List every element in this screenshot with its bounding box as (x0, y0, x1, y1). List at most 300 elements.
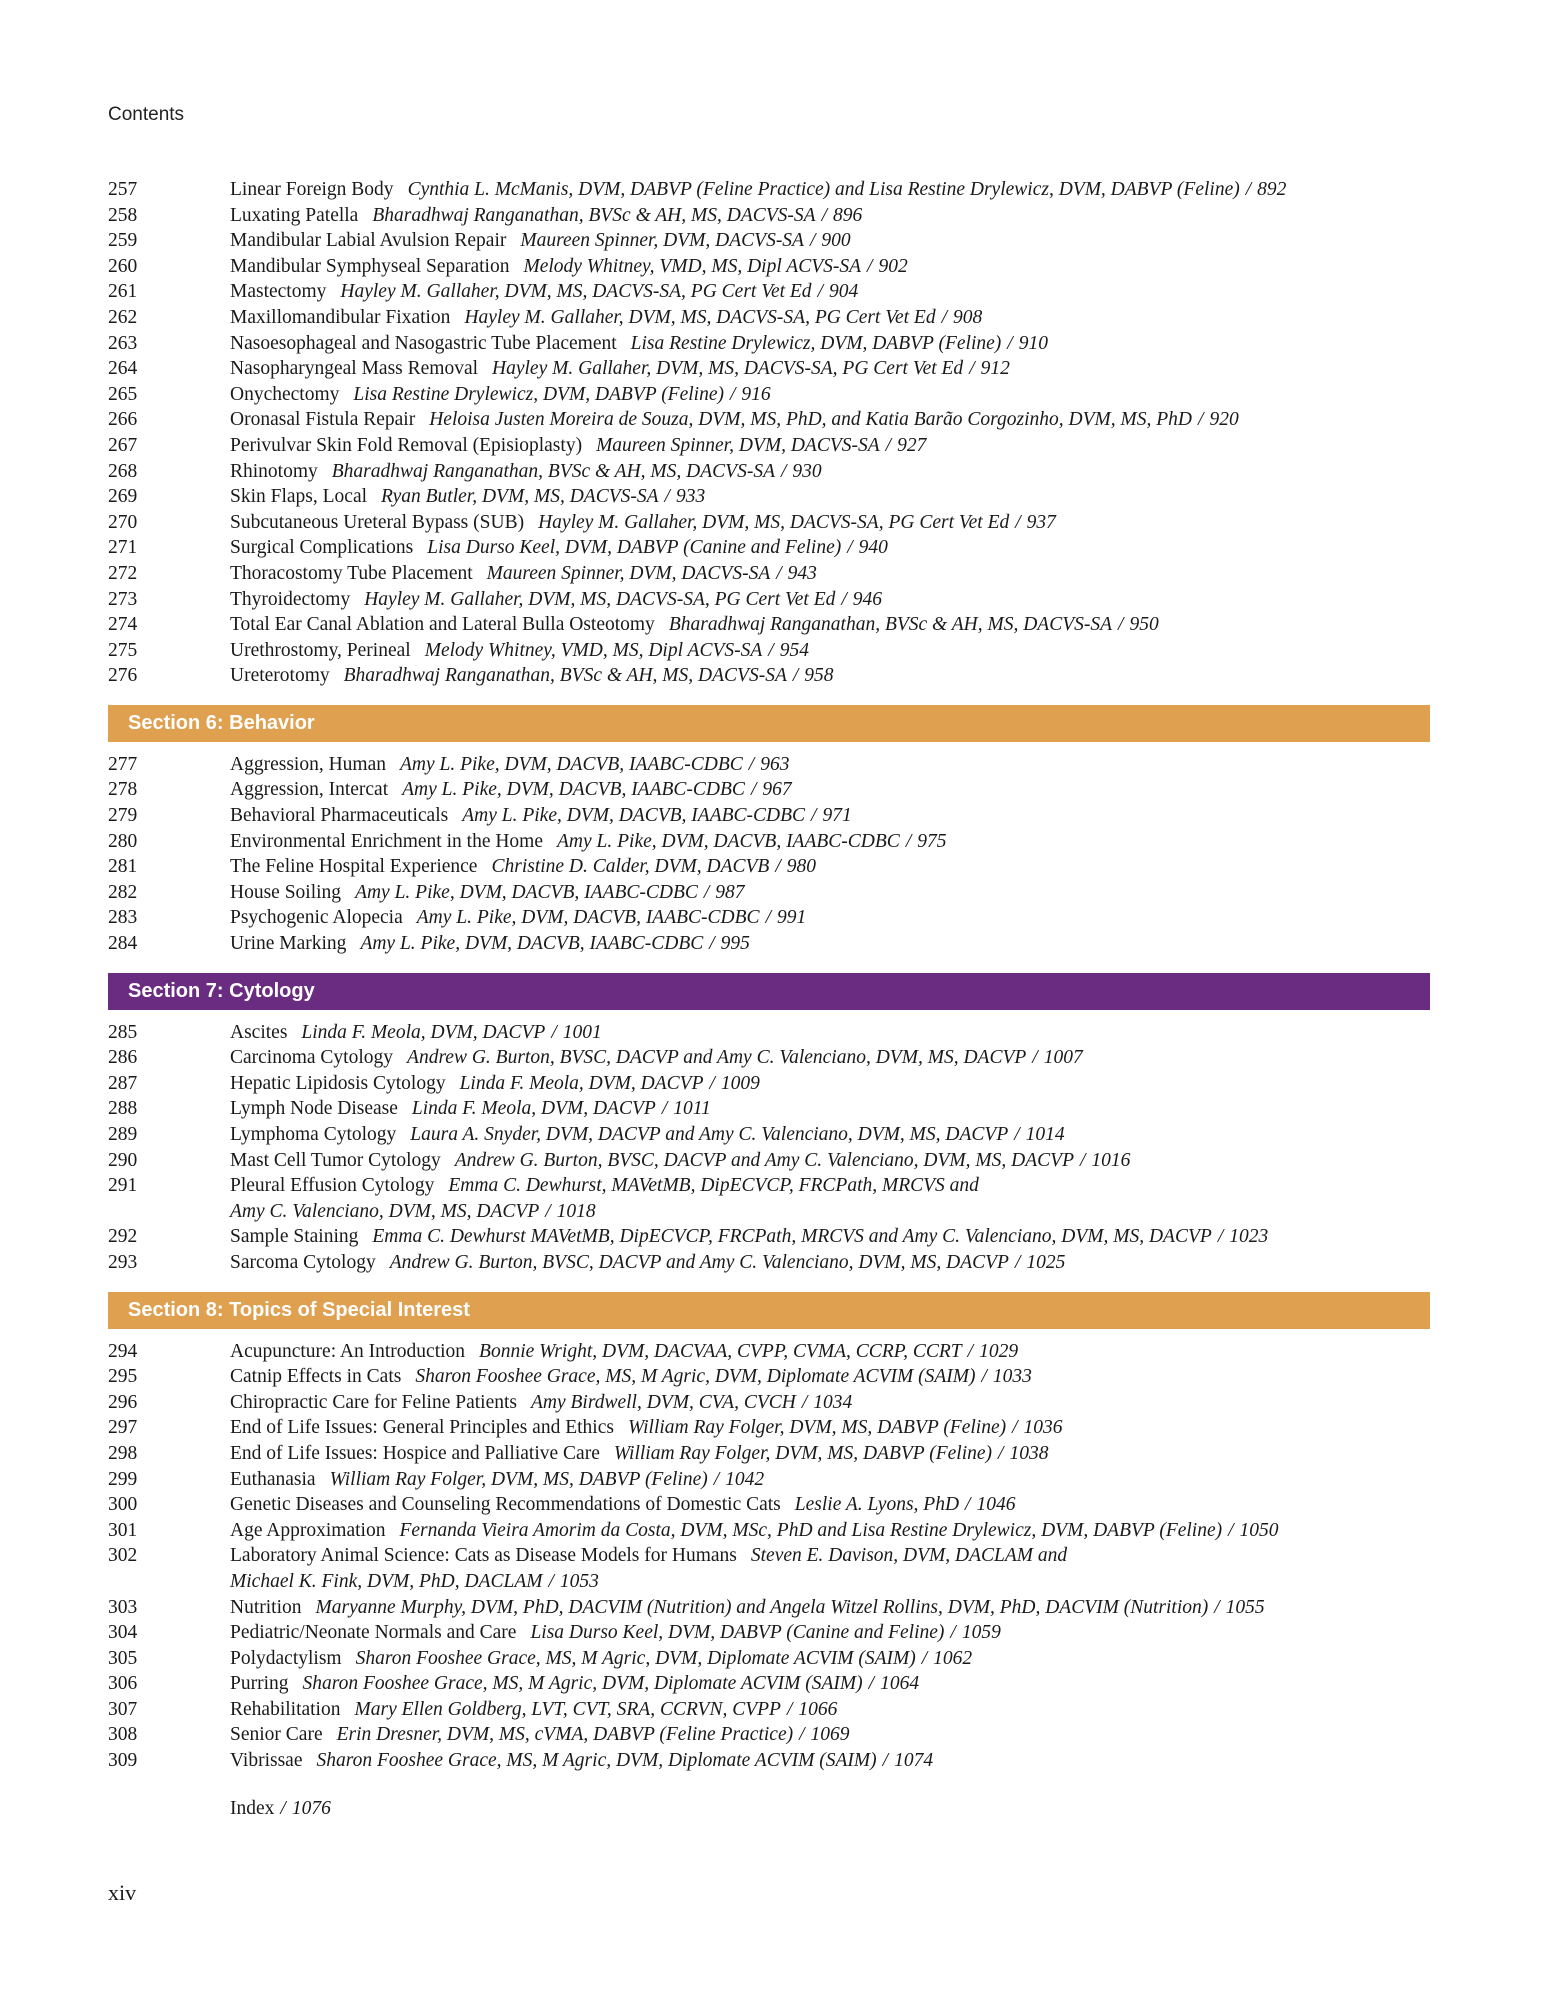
entry-body (230, 1415, 1430, 1441)
toc-entry[interactable] (108, 1045, 1430, 1071)
entry-body (230, 1441, 1430, 1467)
chapter-author: Steven E. Davison, DVM, DACLAM and (750, 1545, 1068, 1567)
entry-body (230, 1364, 1430, 1390)
chapter-author: Erin Dresner, DVM, MS, cVMA, DABVP (Feline Practice) (336, 1724, 794, 1746)
page-number: 1055 (1225, 1596, 1265, 1618)
page-number: 991 (776, 907, 807, 929)
chapter-number: 295 (108, 1366, 138, 1388)
chapter-title: Pediatric/Neonate Normals and Care (230, 1622, 517, 1644)
toc-entry[interactable] (108, 279, 1430, 305)
index-body (230, 1796, 1430, 1822)
chapter-number: 261 (108, 281, 138, 303)
chapter-author: Linda F. Meola, DVM, DACVP (301, 1021, 546, 1043)
chapter-number: 286 (108, 1047, 138, 1069)
page-separator: / (969, 358, 975, 380)
entry-body (230, 331, 1430, 357)
entry-body (230, 279, 1430, 305)
toc-entry[interactable] (108, 1250, 1430, 1276)
toc-entry[interactable] (108, 803, 1430, 829)
chapter-number: 271 (108, 537, 138, 559)
chapter-number: 258 (108, 204, 138, 226)
entry-body (230, 587, 1430, 613)
toc-entry[interactable] (108, 1671, 1430, 1697)
chapter-title: Behavioral Pharmaceuticals (230, 805, 449, 827)
entry-body (230, 561, 1430, 587)
chapter-title: Vibrissae (230, 1750, 303, 1772)
chapter-number: 260 (108, 255, 138, 277)
chapter-author: Andrew G. Burton, BVSC, DACVP and Amy C. Valenciano, DVM, MS, DACVP (454, 1149, 1074, 1171)
entry-body (230, 459, 1430, 485)
section-heading: Section 8: Topics of Special Interest (108, 1292, 1430, 1329)
chapter-title: Chiropractic Care for Feline Patients (230, 1391, 517, 1413)
toc-entry[interactable] (108, 1595, 1430, 1621)
page-folio: xiv (108, 1880, 137, 1905)
chapter-author: Bharadhwaj Ranganathan, BVSc & AH, MS, DACVS-SA (343, 665, 787, 687)
chapter-author: Hayley M. Gallaher, DVM, MS, DACVS-SA, PG Cert Vet Ed (340, 281, 812, 303)
chapter-author: Hayley M. Gallaher, DVM, MS, DACVS-SA, PG Cert Vet Ed (492, 358, 964, 380)
page-separator: / (867, 255, 873, 277)
toc-entry[interactable] (108, 1543, 1430, 1594)
toc-entry[interactable] (108, 1518, 1430, 1544)
entry-body (230, 752, 1430, 778)
page-number: 1059 (961, 1622, 1001, 1644)
page-number: 967 (762, 779, 792, 801)
page-separator: / (868, 1673, 875, 1695)
entry-body (230, 305, 1430, 331)
chapter-title: Nasoesophageal and Nasogastric Tube Placement (230, 332, 617, 354)
page-separator: / (981, 1366, 987, 1388)
page-number: 930 (792, 460, 822, 482)
toc-entry[interactable] (108, 931, 1430, 957)
toc-entry[interactable] (108, 854, 1430, 880)
chapter-number: 283 (108, 907, 138, 929)
toc-entry[interactable] (108, 1071, 1430, 1097)
chapter-author: Amy L. Pike, DVM, DACVB, IAABC-CDBC (416, 907, 760, 929)
entry-body (230, 1492, 1430, 1518)
entry-body (230, 1722, 1430, 1748)
page-number: 916 (741, 383, 771, 405)
chapter-number: 276 (108, 665, 138, 687)
page-number: 912 (980, 358, 1010, 380)
chapter-number: 307 (108, 1698, 138, 1720)
page-number: 892 (1257, 179, 1287, 200)
chapter-title: Rhinotomy (230, 460, 318, 482)
page-number: 1009 (720, 1072, 760, 1094)
chapter-title: Pleural Effusion Cytology (230, 1175, 435, 1197)
page-number: 954 (779, 639, 809, 661)
page-number: 927 (897, 434, 927, 456)
chapter-author: Amy L. Pike, DVM, DACVB, IAABC-CDBC (462, 805, 806, 827)
page-separator: / (551, 1021, 557, 1043)
chapter-author: Linda F. Meola, DVM, DACVP (459, 1072, 704, 1094)
chapter-author: William Ray Folger, DVM, MS, DABVP (Feline) (627, 1417, 1007, 1439)
toc-entry[interactable] (108, 1020, 1430, 1046)
toc-entry[interactable] (108, 1415, 1430, 1441)
chapter-number: 272 (108, 562, 138, 584)
toc-entry[interactable] (108, 1224, 1430, 1250)
page-number: 946 (852, 588, 883, 610)
toc-entry[interactable] (108, 407, 1430, 433)
page-number: 1064 (880, 1673, 920, 1695)
page-number: 908 (953, 306, 983, 328)
entry-body (230, 880, 1430, 906)
entry-body (230, 1224, 1430, 1250)
chapter-number: 281 (108, 856, 138, 878)
chapter-number: 294 (108, 1340, 138, 1362)
page-number: 902 (878, 255, 908, 277)
entry-body (230, 1467, 1430, 1493)
chapter-title: Mast Cell Tumor Cytology (230, 1149, 441, 1171)
toc-entry[interactable] (108, 510, 1430, 536)
chapter-number: 282 (108, 881, 138, 903)
page-separator: / (1118, 614, 1124, 636)
page-separator: / (781, 460, 787, 482)
chapter-author: Sharon Fooshee Grace, MS, M Agric, DVM, Diplomate ACVIM (SAIM) (355, 1647, 916, 1669)
toc-entry[interactable] (108, 1122, 1430, 1148)
toc-entry[interactable] (108, 1390, 1430, 1416)
toc-entry[interactable] (108, 829, 1430, 855)
page-number: 1025 (1026, 1251, 1066, 1273)
page-separator: / (809, 230, 816, 252)
page-number: 933 (675, 486, 706, 508)
page-separator: / (768, 639, 774, 661)
entry-body (230, 1595, 1430, 1621)
page-number: 940 (858, 537, 888, 559)
chapter-author: Christine D. Calder, DVM, DACVB (491, 856, 770, 878)
toc-entry[interactable] (108, 1173, 1430, 1224)
chapter-title: Mandibular Labial Avulsion Repair (230, 230, 507, 252)
entry-body (230, 829, 1430, 855)
chapter-number: 293 (108, 1251, 138, 1273)
chapter-number: 302 (108, 1545, 138, 1567)
chapter-number: 309 (108, 1750, 138, 1772)
page-separator: / (1228, 1519, 1234, 1541)
page-number: 995 (720, 933, 750, 955)
page-separator: / (885, 434, 892, 456)
toc-entry[interactable] (108, 1722, 1430, 1748)
page-separator: / (664, 486, 670, 508)
chapter-number: 288 (108, 1098, 138, 1120)
page-separator: / (730, 383, 736, 405)
chapter-title: Aggression, Intercat (230, 779, 389, 801)
chapter-number: 304 (108, 1622, 138, 1644)
author-continuation (230, 1569, 1430, 1595)
chapter-title: Euthanasia (230, 1468, 316, 1490)
toc-entry[interactable] (108, 777, 1430, 803)
chapter-author: Amy L. Pike, DVM, DACVB, IAABC-CDBC (399, 753, 743, 775)
chapter-number: 296 (108, 1391, 138, 1413)
page-separator: / (750, 779, 757, 801)
chapter-author: Sharon Fooshee Grace, MS, M Agric, DVM, Diplomate ACVIM (SAIM) (415, 1366, 976, 1388)
page-number: 904 (828, 281, 859, 303)
chapter-author: Amy Birdwell, DVM, CVA, CVCH (531, 1391, 796, 1413)
chapter-title: The Feline Hospital Experience (230, 856, 478, 878)
page-separator: / (1014, 1124, 1020, 1145)
chapter-title: Mastectomy (230, 281, 327, 303)
chapter-number: 308 (108, 1724, 138, 1746)
entry-body (230, 1390, 1430, 1416)
chapter-title: Nasopharyngeal Mass Removal (230, 358, 479, 380)
chapter-number: 259 (108, 230, 138, 252)
page-number: 1001 (562, 1021, 602, 1043)
chapter-title: Oronasal Fistula Repair (230, 409, 416, 431)
chapter-title: Rehabilitation (230, 1698, 341, 1720)
chapter-title: Acupuncture: An Introduction (230, 1340, 466, 1362)
page-separator: / (1015, 511, 1021, 533)
page-number: 1053 (559, 1570, 599, 1592)
chapter-title: Onychectomy (230, 383, 340, 405)
chapter-author: Emma C. Dewhurst MAVetMB, DipECVCP, FRCPath, MRCVS and Amy C. Valenciano, DVM, MS, DACVP (372, 1226, 1212, 1248)
toc-entry[interactable] (108, 484, 1430, 510)
index-entry[interactable] (108, 1796, 1430, 1822)
chapter-title: Environmental Enrichment in the Home (230, 830, 543, 852)
page-separator: / (713, 1468, 720, 1490)
chapter-title: Aggression, Human (230, 753, 386, 775)
chapter-author: Hayley M. Gallaher, DVM, MS, DACVS-SA, PG Cert Vet Ed (464, 306, 936, 328)
chapter-number: 299 (108, 1468, 138, 1490)
chapter-number: 279 (108, 805, 138, 827)
page-number: 1033 (992, 1366, 1032, 1388)
chapter-title: Total Ear Canal Ablation and Lateral Bulla Osteotomy (230, 614, 655, 636)
toc-entry[interactable] (108, 587, 1430, 613)
entry-body (230, 484, 1430, 510)
chapter-number: 305 (108, 1647, 138, 1669)
chapter-number: 306 (108, 1673, 138, 1695)
page-number: 1036 (1023, 1417, 1063, 1439)
page-number: 963 (760, 753, 790, 775)
index-spacer (108, 1796, 230, 1822)
page-number: 1038 (1009, 1442, 1049, 1464)
chapter-title: Thoracostomy Tube Placement (230, 562, 473, 584)
toc-entry[interactable] (108, 382, 1430, 408)
chapter-author: Melody Whitney, VMD, MS, Dipl ACVS-SA (424, 639, 763, 661)
toc-entry[interactable] (108, 905, 1430, 931)
toc-entry[interactable] (108, 1096, 1430, 1122)
chapter-number: 262 (108, 306, 138, 328)
page-separator: / (748, 753, 755, 775)
chapter-number: 284 (108, 933, 138, 955)
entry-body (230, 1122, 1430, 1148)
entry-body (230, 1543, 1430, 1594)
toc-entry[interactable] (108, 1339, 1430, 1365)
chapter-title: Subcutaneous Ureteral Bypass (SUB) (230, 511, 525, 533)
chapter-title: Age Approximation (230, 1519, 386, 1541)
chapter-title: Hepatic Lipidosis Cytology (230, 1072, 446, 1094)
entry-body (230, 1020, 1430, 1046)
toc-entry[interactable] (108, 1748, 1430, 1774)
chapter-author: Sharon Fooshee Grace, MS, M Agric, DVM, Diplomate ACVIM (SAIM) (302, 1673, 863, 1695)
chapter-author: Cynthia L. McManis, DVM, DABVP (Feline Practice) and Lisa Restine Drylewicz, DVM, DABVP (Feline) (407, 179, 1240, 200)
chapter-title: Purring (230, 1673, 289, 1695)
page-number: 971 (822, 805, 852, 827)
chapter-number: 268 (108, 460, 138, 482)
page-number: 1066 (798, 1698, 838, 1720)
toc-entry[interactable] (108, 1148, 1430, 1174)
page-separator: / (1080, 1149, 1086, 1171)
chapter-title: Lymph Node Disease (230, 1098, 398, 1120)
chapter-author: Fernanda Vieira Amorim da Costa, DVM, MSc, PhD and Lisa Restine Drylewicz, DVM, DABVP (Feline) (399, 1519, 1223, 1541)
toc-entry[interactable] (108, 1620, 1430, 1646)
toc-entry[interactable] (108, 254, 1430, 280)
chapter-author: Emma C. Dewhurst, MAVetMB, DipECVCP, FRCPath, MRCVS and (448, 1175, 979, 1197)
chapter-number: 290 (108, 1149, 138, 1171)
toc-entry[interactable] (108, 331, 1430, 357)
page-separator: / (1012, 1417, 1018, 1439)
page-number: 980 (786, 856, 817, 878)
entry-body (230, 1071, 1430, 1097)
toc-entry[interactable] (108, 638, 1430, 664)
page-separator: / (817, 281, 823, 303)
page-separator: / (941, 306, 948, 328)
page-separator: / (709, 1072, 715, 1094)
chapter-number: 278 (108, 779, 138, 801)
page-number: 1014 (1025, 1124, 1065, 1145)
page-separator: / (765, 907, 771, 929)
chapter-author: Maureen Spinner, DVM, DACVS-SA (520, 230, 804, 252)
chapter-title: Luxating Patella (230, 204, 359, 226)
chapter-title: Genetic Diseases and Counseling Recommendations of Domestic Cats (230, 1494, 781, 1516)
page-separator: / (921, 1647, 928, 1669)
page-separator: / (905, 830, 912, 852)
chapter-author: Heloisa Justen Moreira de Souza, DVM, MS, PhD, and Katia Barão Corgozinho, DVM, MS, PhD (429, 409, 1193, 431)
page-number: 1018 (556, 1200, 596, 1222)
chapter-author: Laura A. Snyder, DVM, DACVP and Amy C. Valenciano, DVM, MS, DACVP (410, 1124, 1009, 1145)
page-number: 1050 (1239, 1519, 1279, 1541)
chapter-number: 292 (108, 1226, 138, 1248)
toc-entry[interactable] (108, 561, 1430, 587)
toc-entry[interactable] (108, 1467, 1430, 1493)
page-number: 1029 (979, 1340, 1019, 1362)
toc-entry[interactable] (108, 1364, 1430, 1390)
entry-body (230, 254, 1430, 280)
toc-entry[interactable] (108, 1697, 1430, 1723)
toc-entry[interactable] (108, 752, 1430, 778)
chapter-number: 273 (108, 588, 138, 610)
entry-body (230, 203, 1430, 229)
chapter-author: Maureen Spinner, DVM, DACVS-SA (596, 434, 880, 456)
chapter-title: Urethrostomy, Perineal (230, 639, 411, 661)
entry-body (230, 1646, 1430, 1672)
chapter-number: 300 (108, 1494, 138, 1516)
page-separator: / (1032, 1047, 1038, 1069)
page-separator: / (967, 1340, 974, 1362)
page-separator: / (548, 1570, 554, 1592)
entry-body (230, 1250, 1430, 1276)
toc-entry[interactable] (108, 663, 1430, 689)
chapter-author: Andrew G. Burton, BVSC, DACVP and Amy C. Valenciano, DVM, MS, DACVP (407, 1047, 1027, 1069)
toc-entry[interactable] (108, 880, 1430, 906)
page-number: 1023 (1229, 1226, 1269, 1248)
toc-entry[interactable] (108, 433, 1430, 459)
author-continuation (230, 1199, 1430, 1225)
chapter-number: 298 (108, 1442, 138, 1464)
table-of-contents (108, 177, 1430, 1821)
page-separator: / (1217, 1226, 1224, 1248)
page-separator: / (1214, 1596, 1220, 1618)
chapter-number: 303 (108, 1596, 138, 1618)
chapter-number: 257 (108, 179, 138, 200)
toc-entry[interactable] (108, 612, 1430, 638)
page-separator: / (821, 204, 827, 226)
chapter-title: House Soiling (230, 881, 342, 903)
page-separator: / (280, 1797, 286, 1819)
chapter-title: Nutrition (230, 1596, 302, 1618)
chapter-number: 285 (108, 1021, 138, 1043)
entry-body (230, 510, 1430, 536)
page-number: 1046 (976, 1494, 1016, 1516)
chapter-number: 264 (108, 358, 138, 380)
entry-body (230, 407, 1430, 433)
toc-entry[interactable] (108, 356, 1430, 382)
toc-entry[interactable] (108, 228, 1430, 254)
chapter-title: Psychogenic Alopecia (230, 907, 403, 929)
chapter-number: 270 (108, 511, 138, 533)
page-separator: / (950, 1622, 956, 1644)
chapter-author: William Ray Folger, DVM, MS, DABVP (Feline) (329, 1468, 708, 1490)
page-separator: / (1014, 1251, 1021, 1273)
toc-entry[interactable] (108, 459, 1430, 485)
chapter-number: 301 (108, 1519, 138, 1541)
chapter-title: Catnip Effects in Cats (230, 1366, 402, 1388)
entry-body (230, 905, 1430, 931)
entry-body (230, 1173, 1430, 1224)
chapter-author: Lisa Durso Keel, DVM, DABVP (Canine and Feline) (530, 1622, 945, 1644)
page-number: 950 (1129, 614, 1159, 636)
chapter-author: Amy L. Pike, DVM, DACVB, IAABC-CDBC (557, 830, 900, 852)
chapter-title: Thyroidectomy (230, 588, 351, 610)
page-number: 958 (804, 665, 834, 687)
page-separator: / (709, 933, 715, 955)
page-number: 975 (917, 830, 947, 852)
index-page-number: 1076 (291, 1797, 331, 1819)
toc-entry[interactable] (108, 535, 1430, 561)
chapter-title: End of Life Issues: Hospice and Palliative Care (230, 1442, 600, 1464)
entry-body (230, 803, 1430, 829)
toc-entry[interactable] (108, 1441, 1430, 1467)
toc-entry[interactable] (108, 305, 1430, 331)
toc-entry[interactable] (108, 177, 1430, 203)
entry-body (230, 1045, 1430, 1071)
chapter-author: Amy L. Pike, DVM, DACVB, IAABC-CDBC (360, 933, 704, 955)
page-separator: / (801, 1391, 808, 1413)
chapter-title: Lymphoma Cytology (230, 1124, 397, 1145)
chapter-author-continued: Amy C. Valenciano, DVM, MS, DACVP (230, 1200, 540, 1222)
chapter-number: 287 (108, 1072, 138, 1094)
toc-entry[interactable] (108, 1492, 1430, 1518)
page-separator: / (661, 1098, 668, 1120)
chapter-title: Perivulvar Skin Fold Removal (Episioplasty) (230, 434, 583, 456)
entry-body (230, 382, 1430, 408)
entry-body (230, 177, 1430, 203)
chapter-title: Surgical Complications (230, 537, 414, 559)
toc-entry[interactable] (108, 203, 1430, 229)
page-separator: / (776, 562, 782, 584)
page-separator: / (811, 805, 817, 827)
page-separator: / (545, 1200, 551, 1222)
page-number: 1034 (813, 1391, 853, 1413)
chapter-number: 267 (108, 434, 138, 456)
chapter-author: Amy L. Pike, DVM, DACVB, IAABC-CDBC (355, 881, 698, 903)
chapter-number: 269 (108, 486, 138, 508)
entry-body (230, 228, 1430, 254)
page-number: 1007 (1043, 1047, 1083, 1069)
page-number: 1011 (673, 1098, 711, 1120)
chapter-title: End of Life Issues: General Principles and Ethics (230, 1417, 614, 1439)
entry-body (230, 433, 1430, 459)
toc-entry[interactable] (108, 1646, 1430, 1672)
chapter-author: Melody Whitney, VMD, MS, Dipl ACVS-SA (523, 255, 862, 277)
chapter-author: Leslie A. Lyons, PhD (794, 1494, 960, 1516)
